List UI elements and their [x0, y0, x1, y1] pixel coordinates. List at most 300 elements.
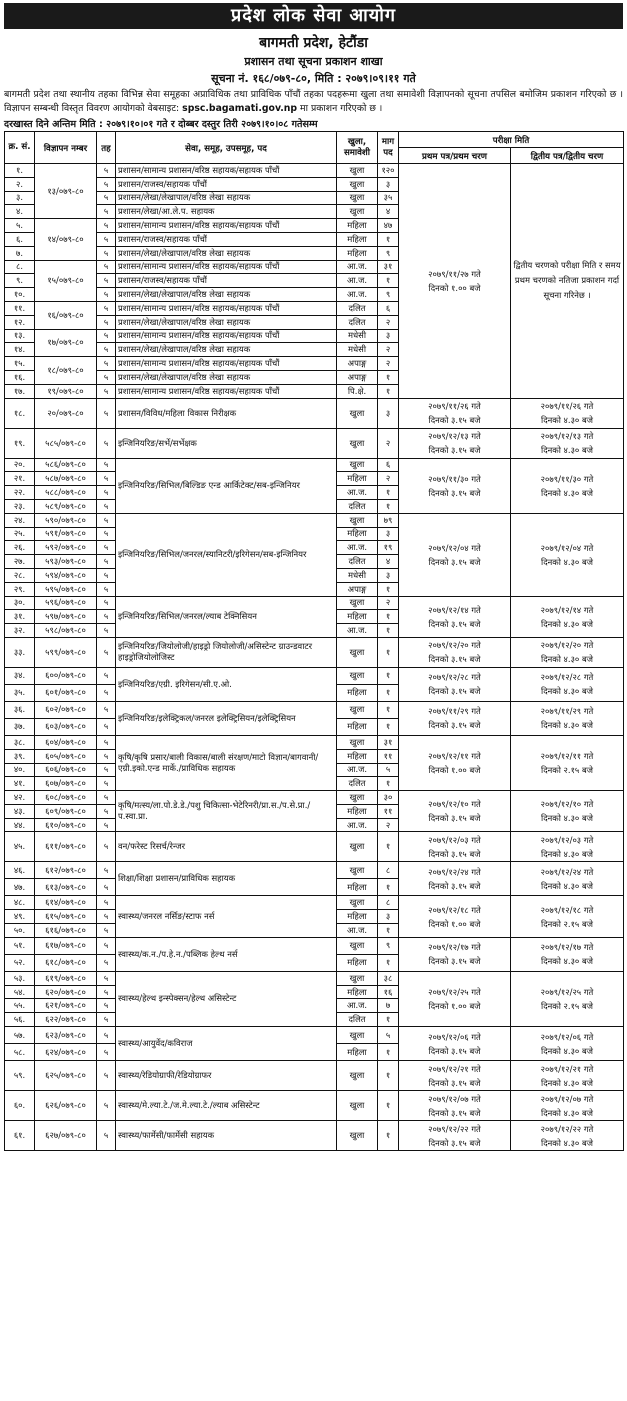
row-type: खुला — [337, 458, 378, 472]
col-sn-header: क्र. सं. — [5, 132, 35, 164]
table-row — [5, 1027, 624, 1044]
table-row — [5, 791, 624, 805]
row-type: आ.ज. — [337, 288, 378, 302]
row-sn: २७. — [5, 555, 35, 569]
row-type: महिला — [337, 232, 378, 246]
first-exam — [399, 1091, 511, 1121]
row-level: ५ — [97, 343, 116, 357]
row-level: ५ — [97, 370, 116, 384]
second-exam — [511, 735, 624, 790]
row-type: खुला — [337, 637, 378, 667]
table-row — [5, 428, 624, 458]
row-sn: ३१. — [5, 610, 35, 624]
first-exam — [399, 971, 511, 1026]
second-exam-time: दिनको ४.३० बजे — [541, 813, 593, 824]
first-exam-time: दिनको ३.१५ बजे — [428, 880, 481, 891]
second-exam-date: २०७९/१२/२५ गते — [540, 986, 594, 997]
intro-paragraph — [4, 88, 623, 116]
adv-number: ५९७/०७९-८० — [35, 610, 97, 624]
first-exam-time: दिनको ३.१५ बजे — [428, 487, 481, 498]
row-sn: १. — [5, 164, 35, 178]
row-posts: १ — [378, 667, 399, 684]
row-type: खुला — [337, 164, 378, 178]
second-exam-date: २०७९/१२/१० गते — [540, 799, 594, 810]
row-posts: २ — [378, 818, 399, 832]
adv-number: ६२२/०७९-८० — [35, 1013, 97, 1027]
row-posts: १ — [378, 610, 399, 624]
row-type: अपाङ्ग — [337, 370, 378, 384]
row-service: कृषि/कृषि प्रसार/बाली विकास/बाली संरक्षण/माटो विज्ञान/बागवानी/एग्री.इको.एन्ड मार्के./प्राविधिक सहायक — [116, 735, 337, 790]
second-exam-time: दिनको ४.३० बजे — [541, 686, 593, 697]
row-sn: ४९. — [5, 910, 35, 924]
col-exam-header: परीक्षा मिति — [399, 132, 624, 148]
adv-number: ६२४/०७९-८० — [35, 1044, 97, 1061]
row-type: पि.क्षे. — [337, 384, 378, 398]
row-level: ५ — [97, 684, 116, 701]
notice-number: सूचना नं. १६८/०७९-८०, मिति : २०७९।०९।११ गते — [211, 72, 416, 85]
col-adv-header: विज्ञापन नम्बर — [35, 132, 97, 164]
table-row — [5, 164, 624, 178]
first-exam-time: दिनको ३.१५ बजे — [428, 686, 481, 697]
row-type: महिला — [337, 749, 378, 763]
row-sn: ५०. — [5, 924, 35, 938]
first-exam-date: २०७९/१२/०४ गते — [428, 542, 481, 553]
row-posts: २ — [378, 472, 399, 486]
row-service: शिक्षा/शिक्षा प्रशासन/प्राविधिक सहायक — [116, 862, 337, 896]
first-exam — [399, 735, 511, 790]
row-sn: ८. — [5, 260, 35, 274]
row-posts: ३१ — [378, 260, 399, 274]
adv-number: ६२५/०७९-८० — [35, 1061, 97, 1091]
row-type: आ.ज. — [337, 924, 378, 938]
first-exam — [399, 1027, 511, 1061]
notice-header — [4, 33, 623, 86]
row-level: ५ — [97, 896, 116, 910]
row-type: आ.ज. — [337, 486, 378, 500]
row-level: ५ — [97, 205, 116, 219]
row-level: ५ — [97, 832, 116, 862]
row-service: प्रशासन/सामान्य प्रशासन/वरिष्ठ सहायक/सहायक पाँचौं — [116, 329, 337, 343]
first-exam — [399, 701, 511, 735]
first-exam-date: २०७९/१२/१४ गते — [428, 604, 481, 615]
row-sn: ५. — [5, 219, 35, 233]
first-exam-date: २०७९/११/२९ गते — [428, 706, 481, 717]
website-link[interactable]: spsc.bagamati.gov.np — [182, 103, 298, 114]
table-row — [5, 832, 624, 862]
table-row — [5, 862, 624, 879]
second-exam-time: दिनको ४.३० बजे — [541, 487, 593, 498]
first-exam-time: दिनको ३.१५ बजे — [428, 415, 481, 426]
row-level: ५ — [97, 260, 116, 274]
adv-number: ६२०/०७९-८० — [35, 985, 97, 999]
adv-number: ६१७/०७९-८० — [35, 937, 97, 954]
row-posts: ३ — [378, 568, 399, 582]
first-exam-time: दिनको ३.१५ बजे — [428, 720, 481, 731]
row-type: महिला — [337, 718, 378, 735]
row-posts: १ — [378, 954, 399, 971]
row-level: ५ — [97, 1027, 116, 1044]
table-row — [5, 1061, 624, 1091]
row-service: इन्जिनियरिङ/इलेक्ट्रिकल/जनरल इलेक्ट्रिसियन/इलेक्ट्रिसियन — [116, 701, 337, 735]
adv-number: ६०२/०७९-८० — [35, 701, 97, 718]
second-exam — [511, 513, 624, 596]
row-posts: १ — [378, 384, 399, 398]
row-service: स्वास्थ्य/मे.ल्या.टे./ज.मे.ल्या.टे./ल्याब असिस्टेन्ट — [116, 1091, 337, 1121]
row-type: खुला — [337, 398, 378, 428]
row-level: ५ — [97, 398, 116, 428]
row-posts: १ — [378, 701, 399, 718]
row-sn: ५९. — [5, 1061, 35, 1091]
row-service: स्वास्थ्य/क.न./प.हे.न./पब्लिक हेल्थ नर्स — [116, 937, 337, 971]
row-sn: २९. — [5, 582, 35, 596]
second-exam-time: दिनको ४.३० बजे — [541, 880, 593, 891]
row-type: खुला — [337, 791, 378, 805]
row-type: अपाङ्ग — [337, 582, 378, 596]
row-sn: ६१. — [5, 1121, 35, 1151]
first-exam-date: २०७९/१२/११ गते — [428, 751, 481, 761]
row-level: ५ — [97, 472, 116, 486]
row-level: ५ — [97, 910, 116, 924]
adv-number: ६०३/०७९-८० — [35, 718, 97, 735]
first-exam-time: दिनको ३.१५ बजे — [428, 556, 481, 567]
row-sn: ३२. — [5, 624, 35, 638]
first-exam — [399, 937, 511, 971]
adv-number: ६०४/०७९-८० — [35, 735, 97, 749]
second-exam-time: दिनको २.१५ बजे — [541, 918, 593, 929]
second-exam-date: २०७९/१२/०६ गते — [540, 1031, 594, 1042]
row-level: ५ — [97, 749, 116, 763]
col-level-header: तह — [97, 132, 116, 164]
row-level: ५ — [97, 274, 116, 288]
adv-number: ६००/०७९-८० — [35, 667, 97, 684]
first-exam-date: २०७९/१२/०३ गते — [428, 834, 481, 845]
row-posts: १ — [378, 718, 399, 735]
adv-number: १५/०७९-८० — [35, 260, 97, 301]
row-posts: ११ — [378, 804, 399, 818]
row-sn: ९. — [5, 274, 35, 288]
first-exam-date: २०७९/११/२६ गते — [428, 401, 481, 412]
row-level: ५ — [97, 818, 116, 832]
row-sn: ६. — [5, 232, 35, 246]
row-sn: ६०. — [5, 1091, 35, 1121]
row-level: ५ — [97, 971, 116, 985]
row-type: खुला — [337, 862, 378, 879]
first-exam — [399, 1061, 511, 1091]
table-row — [5, 667, 624, 684]
row-level: ५ — [97, 486, 116, 500]
vacancy-table — [4, 131, 624, 1151]
row-posts: १ — [378, 1044, 399, 1061]
adv-number: ६१६/०७९-८० — [35, 924, 97, 938]
row-service: प्रशासन/लेखा/लेखापाल/वरिष्ठ लेखा सहायक — [116, 370, 337, 384]
row-posts: १ — [378, 624, 399, 638]
row-sn: ४३. — [5, 804, 35, 818]
row-level: ५ — [97, 164, 116, 178]
row-service: इन्जिनियरिङ/सिभिल/जनरल/ल्याब टेक्निसियन — [116, 596, 337, 637]
second-exam — [511, 701, 624, 735]
row-sn: ५१. — [5, 937, 35, 954]
row-type: खुला — [337, 832, 378, 862]
row-service: प्रशासन/विविध/महिला विकास निरीक्षक — [116, 398, 337, 428]
second-exam-date: २०७९/१२/२४ गते — [540, 866, 594, 877]
row-posts: ४ — [378, 555, 399, 569]
row-posts: १९ — [378, 541, 399, 555]
row-sn: ३६. — [5, 701, 35, 718]
first-exam — [399, 896, 511, 937]
row-posts: १ — [378, 637, 399, 667]
row-type: खुला — [337, 191, 378, 205]
row-service: प्रशासन/सामान्य प्रशासन/वरिष्ठ सहायक/सहायक पाँचौं — [116, 301, 337, 315]
row-level: ५ — [97, 315, 116, 329]
row-service: प्रशासन/सामान्य प्रशासन/वरिष्ठ सहायक/सहायक पाँचौं — [116, 384, 337, 398]
row-level: ५ — [97, 1061, 116, 1091]
row-type: खुला — [337, 428, 378, 458]
row-level: ५ — [97, 301, 116, 315]
adv-number: ५८५/०७९-८० — [35, 428, 97, 458]
row-service: इन्जिनियरिङ/सिभिल/जनरल/स्यानिटरी/इरिगेसन/सब-इन्जिनियर — [116, 513, 337, 596]
first-exam-time: दिनको १.०० बजे — [428, 282, 481, 293]
adv-number: ५९४/०७९-८० — [35, 568, 97, 582]
second-exam — [511, 596, 624, 637]
row-sn: १६. — [5, 370, 35, 384]
first-exam-time: दिनको ३.१५ बजे — [428, 1077, 481, 1088]
row-posts: ६ — [378, 458, 399, 472]
row-service: कृषि/मत्स्य/ला.पो.डे.डे./पशु चिकित्सा-भेटेरिनरी/प्रा.स./प.से.प्रा./प.स्वा.प्रा. — [116, 791, 337, 832]
row-type: महिला — [337, 472, 378, 486]
second-exam — [511, 637, 624, 667]
row-type: दलित — [337, 555, 378, 569]
row-level: ५ — [97, 791, 116, 805]
row-type: खुला — [337, 205, 378, 219]
table-row — [5, 458, 624, 472]
first-exam-time: दिनको ३.१५ बजे — [428, 618, 481, 629]
adv-number: १६/०७९-८० — [35, 301, 97, 329]
first-exam-date: २०७९/११/२७ गते — [428, 268, 481, 279]
table-row — [5, 701, 624, 718]
second-exam-time: दिनको ४.३० बजे — [541, 1045, 593, 1056]
row-posts: ३५ — [378, 191, 399, 205]
row-type: मधेसी — [337, 329, 378, 343]
row-service: स्वास्थ्य/जनरल नर्सिङ/स्टाफ नर्स — [116, 896, 337, 937]
row-level: ५ — [97, 582, 116, 596]
second-exam-date: २०७९/१२/०३ गते — [540, 834, 594, 845]
row-posts: ५ — [378, 763, 399, 777]
table-row — [5, 1091, 624, 1121]
row-type: खुला — [337, 701, 378, 718]
row-sn: ४५. — [5, 832, 35, 862]
row-sn: १३. — [5, 329, 35, 343]
row-sn: ५६. — [5, 1013, 35, 1027]
row-posts: १ — [378, 232, 399, 246]
second-exam-date: २०७९/११/२९ गते — [540, 706, 594, 717]
row-level: ५ — [97, 1013, 116, 1027]
row-sn: ४२. — [5, 791, 35, 805]
adv-number: ५९८/०७९-८० — [35, 624, 97, 638]
second-exam — [511, 791, 624, 832]
adv-number: ६११/०७९-८० — [35, 832, 97, 862]
row-sn: ३४. — [5, 667, 35, 684]
row-sn: ५३. — [5, 971, 35, 985]
first-exam-date: २०७९/१२/२८ गते — [428, 672, 481, 683]
row-posts: ३ — [378, 910, 399, 924]
table-row — [5, 937, 624, 954]
row-sn: ५५. — [5, 999, 35, 1013]
first-exam-time: दिनको ३.१५ बजे — [428, 848, 481, 859]
col-posts-header: माग पद — [378, 132, 399, 164]
row-posts: १ — [378, 924, 399, 938]
row-type: खुला — [337, 1027, 378, 1044]
second-exam-time: दिनको ४.३० बजे — [541, 654, 593, 665]
row-service: प्रशासन/लेखा/लेखापाल/वरिष्ठ लेखा सहायक — [116, 315, 337, 329]
row-sn: ३०. — [5, 596, 35, 610]
row-sn: २६. — [5, 541, 35, 555]
row-type: खुला — [337, 513, 378, 527]
second-exam-time: दिनको ४.३० बजे — [541, 1107, 593, 1118]
row-posts: ६ — [378, 301, 399, 315]
row-type: आ.ज. — [337, 260, 378, 274]
row-sn: ४७. — [5, 879, 35, 896]
adv-number: ६२३/०७९-८० — [35, 1027, 97, 1044]
row-service: इन्जिनियरिङ/जियोलोजी/हाइड्रो जियोलोजी/असिस्टेन्ट ग्राउन्डवाटर हाइड्रोजियोलोजिस्ट — [116, 637, 337, 667]
adv-number: ६१०/०७९-८० — [35, 818, 97, 832]
row-type: दलित — [337, 1013, 378, 1027]
first-exam — [399, 513, 511, 596]
row-posts: ३१ — [378, 735, 399, 749]
row-posts: ९ — [378, 246, 399, 260]
row-service: प्रशासन/राजस्व/सहायक पाँचौं — [116, 177, 337, 191]
second-exam — [511, 428, 624, 458]
row-sn: ७. — [5, 246, 35, 260]
row-service: वन/फरेस्ट रिसर्च/रेन्जर — [116, 832, 337, 862]
second-exam-time: दिनको ४.३० बजे — [541, 556, 593, 567]
row-level: ५ — [97, 667, 116, 684]
branch-name: प्रशासन तथा सूचना प्रकाशन शाखा — [244, 55, 383, 68]
adv-number: ५८६/०७९-८० — [35, 458, 97, 472]
row-posts: ३८ — [378, 971, 399, 985]
first-exam — [399, 596, 511, 637]
row-service: प्रशासन/सामान्य प्रशासन/वरिष्ठ सहायक/सहायक पाँचौं — [116, 260, 337, 274]
second-exam-time: दिनको ४.३० बजे — [541, 1137, 593, 1148]
row-level: ५ — [97, 329, 116, 343]
adv-number: ५८८/०७९-८० — [35, 486, 97, 500]
row-posts: ३० — [378, 791, 399, 805]
row-service: प्रशासन/लेखा/लेखापाल/वरिष्ठ लेखा सहायक — [116, 288, 337, 302]
row-type: आ.ज. — [337, 541, 378, 555]
row-sn: २. — [5, 177, 35, 191]
second-exam — [511, 458, 624, 513]
first-exam-time: दिनको ३.१५ बजे — [428, 956, 481, 967]
row-sn: २२. — [5, 486, 35, 500]
row-posts: २ — [378, 315, 399, 329]
adv-number: ६०६/०७९-८० — [35, 763, 97, 777]
row-posts: १२० — [378, 164, 399, 178]
second-exam — [511, 1091, 624, 1121]
adv-number: ६०७/०७९-८० — [35, 777, 97, 791]
row-type: दलित — [337, 499, 378, 513]
row-sn: ४०. — [5, 763, 35, 777]
first-exam — [399, 667, 511, 701]
adv-number: ६२१/०७९-८० — [35, 999, 97, 1013]
adv-number: ६१३/०७९-८० — [35, 879, 97, 896]
row-type: महिला — [337, 684, 378, 701]
adv-number: ६०१/०७९-८० — [35, 684, 97, 701]
row-posts: २ — [378, 596, 399, 610]
row-service: इन्जिनियरिङ/सिभिल/बिल्डिङ एन्ड आर्किटेक्ट/सब-इन्जिनियर — [116, 458, 337, 513]
row-level: ५ — [97, 219, 116, 233]
second-exam-date: २०७९/१२/१७ गते — [540, 942, 594, 953]
adv-number: ५८९/०७९-८० — [35, 499, 97, 513]
row-type: खुला — [337, 1121, 378, 1151]
first-exam-date: २०७९/१२/१० गते — [428, 799, 481, 810]
second-exam-date: २०७९/१२/१३ गते — [540, 431, 594, 442]
row-level: ५ — [97, 541, 116, 555]
second-exam — [511, 971, 624, 1026]
row-type: महिला — [337, 246, 378, 260]
row-type: दलित — [337, 315, 378, 329]
row-level: ५ — [97, 1091, 116, 1121]
row-service: प्रशासन/सामान्य प्रशासन/वरिष्ठ सहायक/सहायक पाँचौं — [116, 164, 337, 178]
row-sn: ५४. — [5, 985, 35, 999]
adv-number: ५९२/०७९-८० — [35, 541, 97, 555]
row-posts: ३ — [378, 398, 399, 428]
intro-text: बागमती प्रदेश तथा स्थानीय तहका विभिन्न सेवा समूहका अप्राविधिक तथा प्राविधिक पाँचौं तहका पदहरूमा खुला तथा समावेशी विज्ञापनको सूचना तपसिल बमोजिम प्रकाशन गरिएको छ । विज्ञापन सम्बन्धी विस्तृत विवरण आयोगको वेबसाइट: — [4, 89, 623, 114]
row-level: ५ — [97, 763, 116, 777]
row-sn: १२. — [5, 315, 35, 329]
adv-number: १९/०७९-८० — [35, 384, 97, 398]
row-posts: ४७ — [378, 219, 399, 233]
first-exam — [399, 1121, 511, 1151]
table-row — [5, 971, 624, 985]
row-level: ५ — [97, 624, 116, 638]
row-type: खुला — [337, 596, 378, 610]
row-level: ५ — [97, 177, 116, 191]
first-exam-time: दिनको १.०० बजे — [428, 1000, 481, 1011]
row-type: अपाङ्ग — [337, 357, 378, 371]
first-exam-date: २०७९/१२/१७ गते — [428, 942, 481, 953]
row-type: महिला — [337, 610, 378, 624]
row-level: ५ — [97, 513, 116, 527]
second-exam-date: २०७९/१२/२० गते — [540, 640, 594, 651]
row-level: ५ — [97, 954, 116, 971]
row-level: ५ — [97, 924, 116, 938]
second-exam-time: दिनको ४.३० बजे — [541, 1077, 593, 1088]
row-type: आ.ज. — [337, 274, 378, 288]
adv-number: ६१९/०७९-८० — [35, 971, 97, 985]
second-exam-time: दिनको ४.३० बजे — [541, 956, 593, 967]
row-sn: ३५. — [5, 684, 35, 701]
row-service: प्रशासन/सामान्य प्रशासन/वरिष्ठ सहायक/सहायक पाँचौं — [116, 219, 337, 233]
first-exam — [399, 637, 511, 667]
province-office: बागमती प्रदेश, हेटौंडा — [259, 35, 368, 51]
first-exam-time: दिनको ३.१५ बजे — [428, 445, 481, 456]
row-type: खुला — [337, 971, 378, 985]
row-type: आ.ज. — [337, 999, 378, 1013]
row-service: प्रशासन/सामान्य प्रशासन/वरिष्ठ सहायक/सहायक पाँचौं — [116, 357, 337, 371]
adv-number: ६१८/०७९-८० — [35, 954, 97, 971]
row-type: खुला — [337, 735, 378, 749]
first-exam-date: २०७९/१२/२० गते — [428, 640, 481, 651]
row-level: ५ — [97, 499, 116, 513]
second-exam-date: २०७९/१२/२१ गते — [540, 1063, 594, 1074]
row-level: ५ — [97, 777, 116, 791]
row-service: प्रशासन/लेखा/लेखापाल/वरिष्ठ लेखा सहायक — [116, 246, 337, 260]
row-level: ५ — [97, 288, 116, 302]
row-level: ५ — [97, 985, 116, 999]
row-service: प्रशासन/राजस्व/सहायक पाँचौं — [116, 274, 337, 288]
row-posts: १ — [378, 777, 399, 791]
table-row — [5, 1121, 624, 1151]
row-posts: ८ — [378, 896, 399, 910]
